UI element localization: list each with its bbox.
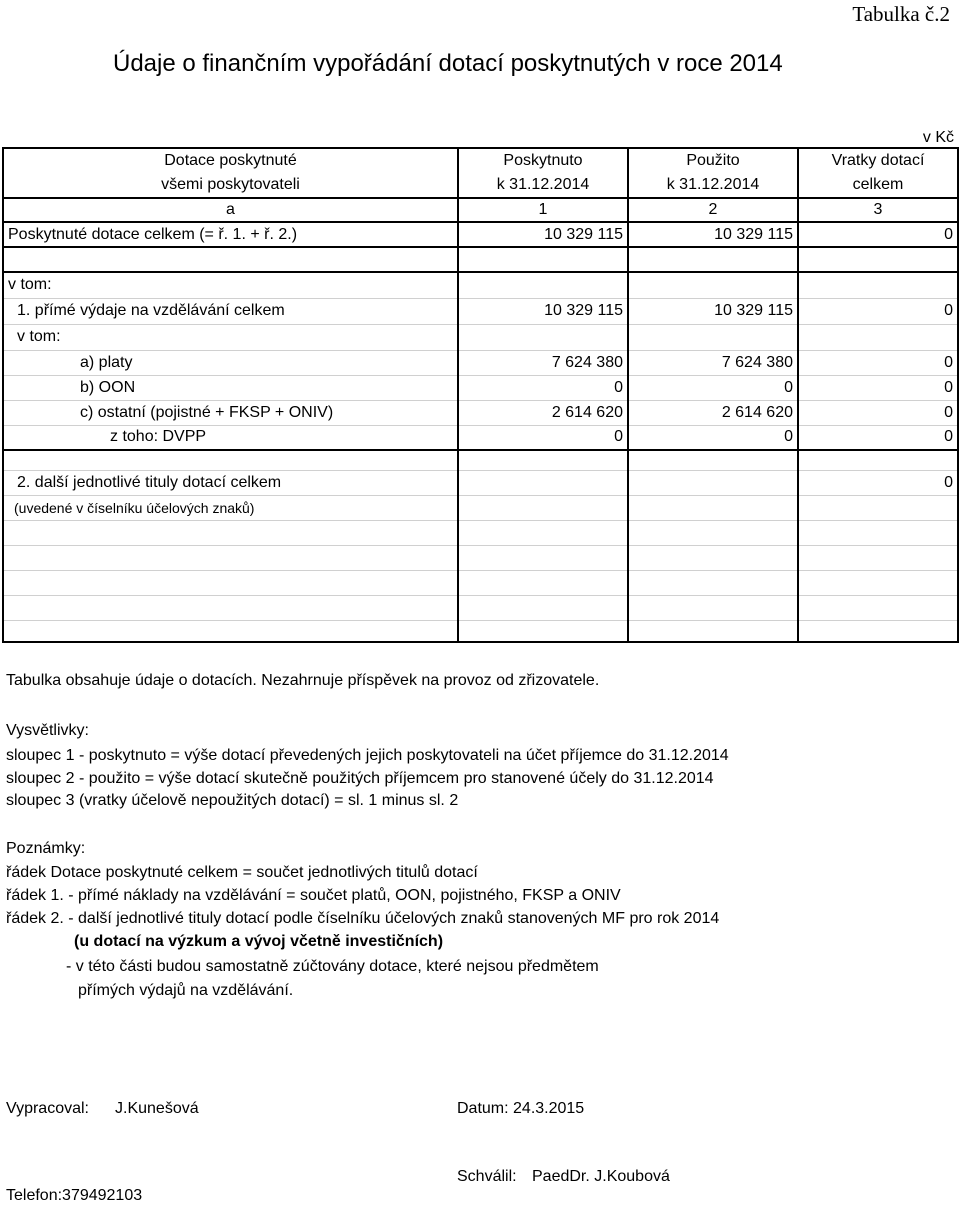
header-col0-line2: všemi poskytovateli [3, 173, 458, 198]
row-ostatni-v1: 2 614 620 [458, 400, 628, 425]
row-other-label: 2. další jednotlivé tituly dotací celkem [3, 470, 458, 495]
poznamka-line-1: - v této části budou samostatně zúčtovány dotace, které nejsou předmětem [66, 958, 599, 975]
poznamka-2: řádek 1. - přímé náklady na vzdělávání = součet platů, OON, pojistného, FKSP a ONIV [6, 887, 621, 904]
row-direct-v1: 10 329 115 [458, 298, 628, 324]
row-ostatni-v2: 2 614 620 [628, 400, 798, 425]
poznamka-3: řádek 2. - další jednotlivé tituly dotací podle číselníku účelových znaků stanovených MF pro rok 2014 [6, 910, 720, 927]
vysvetlivka-2: sloupec 2 - použito = výše dotací skutečně použitých příjemcem pro stanovené účely do 31.12.2014 [6, 770, 714, 787]
row-dvpp-v2: 0 [628, 425, 798, 450]
vypracoval-name: J.Kunešová [115, 1100, 199, 1117]
row-dvpp-v1: 0 [458, 425, 628, 450]
row-direct-v2: 10 329 115 [628, 298, 798, 324]
header-col0-line1: Dotace poskytnuté [3, 148, 458, 173]
row-oon-v2: 0 [628, 375, 798, 400]
poznamka-line-2: přímých výdajů na vzdělávání. [78, 982, 294, 999]
schvalil-name: PaedDr. J.Koubová [532, 1168, 670, 1185]
header-index-1: 1 [458, 198, 628, 222]
row-ostatni-label: c) ostatní (pojistné + FKSP + ONIV) [3, 400, 458, 425]
row-total-label: Poskytnuté dotace celkem (= ř. 1. + ř. 2.) [3, 222, 458, 247]
row-dvpp-label: z toho: DVPP [3, 425, 458, 450]
financial-table [2, 147, 957, 643]
telefon: Telefon:379492103 [6, 1187, 143, 1204]
row-vtom2-label: v tom: [3, 324, 458, 350]
row-total-v2: 10 329 115 [628, 222, 798, 247]
header-col1-line1: Poskytnuto [458, 148, 628, 173]
header-index-3: 3 [798, 198, 958, 222]
header-col3-line1: Vratky dotací [798, 148, 958, 173]
page-title: Údaje o finančním vypořádání dotací poskytnutých v roce 2014 [113, 50, 783, 77]
row-direct-label: 1. přímé výdaje na vzdělávání celkem [3, 298, 458, 324]
unit-label: v Kč [922, 129, 954, 146]
vysvetlivka-1: sloupec 1 - poskytnuto = výše dotací převedených jejich poskytovateli na účet příjemce do 31.12.2014 [6, 747, 729, 764]
vysvetlivka-3: sloupec 3 (vratky účelově nepoužitých dotací) = sl. 1 minus sl. 2 [6, 792, 459, 809]
notes-intro: Tabulka obsahuje údaje o dotacích. Nezahrnuje příspěvek na provoz od zřizovatele. [6, 672, 600, 689]
schvalil-label: Schválil: [457, 1168, 517, 1185]
header-col2-line2: k 31.12.2014 [628, 173, 798, 198]
row-oon-v1: 0 [458, 375, 628, 400]
row-total-v3: 0 [798, 222, 958, 247]
row-other-note: (uvedené v číselníku účelových znaků) [3, 495, 458, 520]
header-col2-line1: Použito [628, 148, 798, 173]
row-platy-v3: 0 [798, 350, 958, 375]
row-platy-v1: 7 624 380 [458, 350, 628, 375]
row-dvpp-v3: 0 [798, 425, 958, 450]
header-index-2: 2 [628, 198, 798, 222]
row-total-v1: 10 329 115 [458, 222, 628, 247]
row-platy-label: a) platy [3, 350, 458, 375]
datum: Datum: 24.3.2015 [457, 1100, 585, 1117]
table-number: Tabulka č.2 [852, 2, 950, 26]
vypracoval-label: Vypracoval: [6, 1100, 89, 1117]
row-platy-v2: 7 624 380 [628, 350, 798, 375]
header-index-a: a [3, 198, 458, 222]
poznamka-bold: (u dotací na výzkum a vývoj včetně investičních) [74, 933, 444, 950]
row-direct-v3: 0 [798, 298, 958, 324]
row-oon-label: b) OON [3, 375, 458, 400]
header-col3-line2: celkem [798, 173, 958, 198]
row-vtom-label: v tom: [3, 272, 458, 298]
vysvetlivky-heading: Vysvětlivky: [6, 722, 89, 739]
poznamky-heading: Poznámky: [6, 840, 86, 857]
row-oon-v3: 0 [798, 375, 958, 400]
row-other-v3: 0 [798, 470, 958, 495]
header-col1-line2: k 31.12.2014 [458, 173, 628, 198]
row-ostatni-v3: 0 [798, 400, 958, 425]
poznamka-1: řádek Dotace poskytnuté celkem = součet jednotlivých titulů dotací [6, 864, 478, 881]
